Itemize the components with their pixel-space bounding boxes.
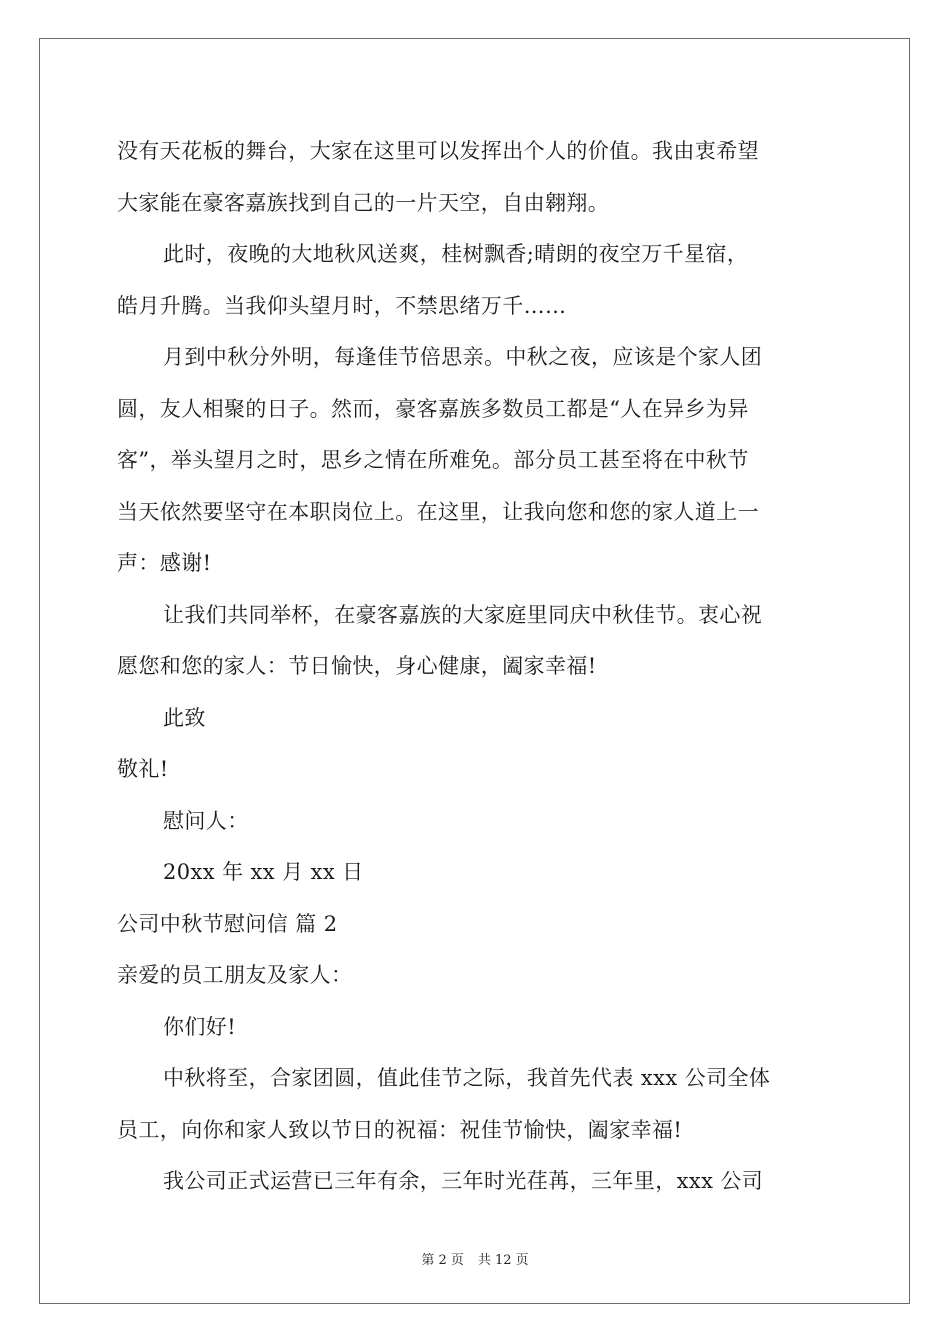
document-body — [117, 126, 837, 1208]
text-line: 声：感谢! — [117, 551, 212, 575]
text-line: 此时，夜晚的大地秋风送爽，桂树飘香;晴朗的夜空万千星宿， — [163, 242, 749, 266]
text-line: 我公司正式运营已三年有余，三年时光荏苒，三年里，xxx 公司 — [163, 1169, 764, 1193]
greeting-addressee: 亲爱的员工朋友及家人： — [117, 963, 353, 987]
page-number: 第 2 页 — [421, 1253, 464, 1268]
page-footer — [0, 1249, 950, 1268]
text-line: 愿您和您的家人：节日愉快，身心健康，阖家幸福! — [117, 654, 597, 678]
page-total: 共 12 页 — [477, 1253, 529, 1268]
text-line: 没有天花板的舞台，大家在这里可以发挥出个人的价值。我由衷希望 — [117, 139, 759, 163]
text-line: 客”，举头望月之时，思乡之情在所难免。部分员工甚至将在中秋节 — [117, 448, 749, 472]
text-line: 让我们共同举杯，在豪客嘉族的大家庭里同庆中秋佳节。衷心祝 — [163, 602, 763, 627]
closing-respect: 敬礼! — [117, 757, 169, 781]
text-line: 圆，友人相聚的日子。然而，豪客嘉族多数员工都是“人在异乡为异 — [117, 396, 749, 421]
text-line: 员工，向你和家人致以节日的祝福：祝佳节愉快，阖家幸福! — [117, 1117, 683, 1142]
text-line: 当天依然要坚守在本职岗位上。在这里，让我向您和您的家人道上一 — [117, 499, 759, 524]
text-line: 中秋将至，合家团圆，值此佳节之际，我首先代表 xxx 公司全体 — [163, 1066, 771, 1090]
greeting: 你们好! — [163, 1014, 237, 1039]
closing-salutation: 此致 — [163, 705, 206, 730]
text-line: 月到中秋分外明，每逢佳节倍思亲。中秋之夜，应该是个家人团 — [163, 345, 763, 369]
text-line: 大家能在豪客嘉族找到自己的一片天空，自由翱翔。 — [117, 190, 610, 215]
signature-label: 慰问人： — [163, 808, 249, 833]
section-title: 公司中秋节慰问信 篇 2 — [117, 911, 338, 936]
date-line: 20xx 年 xx 月 xx 日 — [163, 860, 364, 884]
text-line: 皓月升腾。当我仰头望月时，不禁思绪万千…… — [117, 293, 567, 318]
